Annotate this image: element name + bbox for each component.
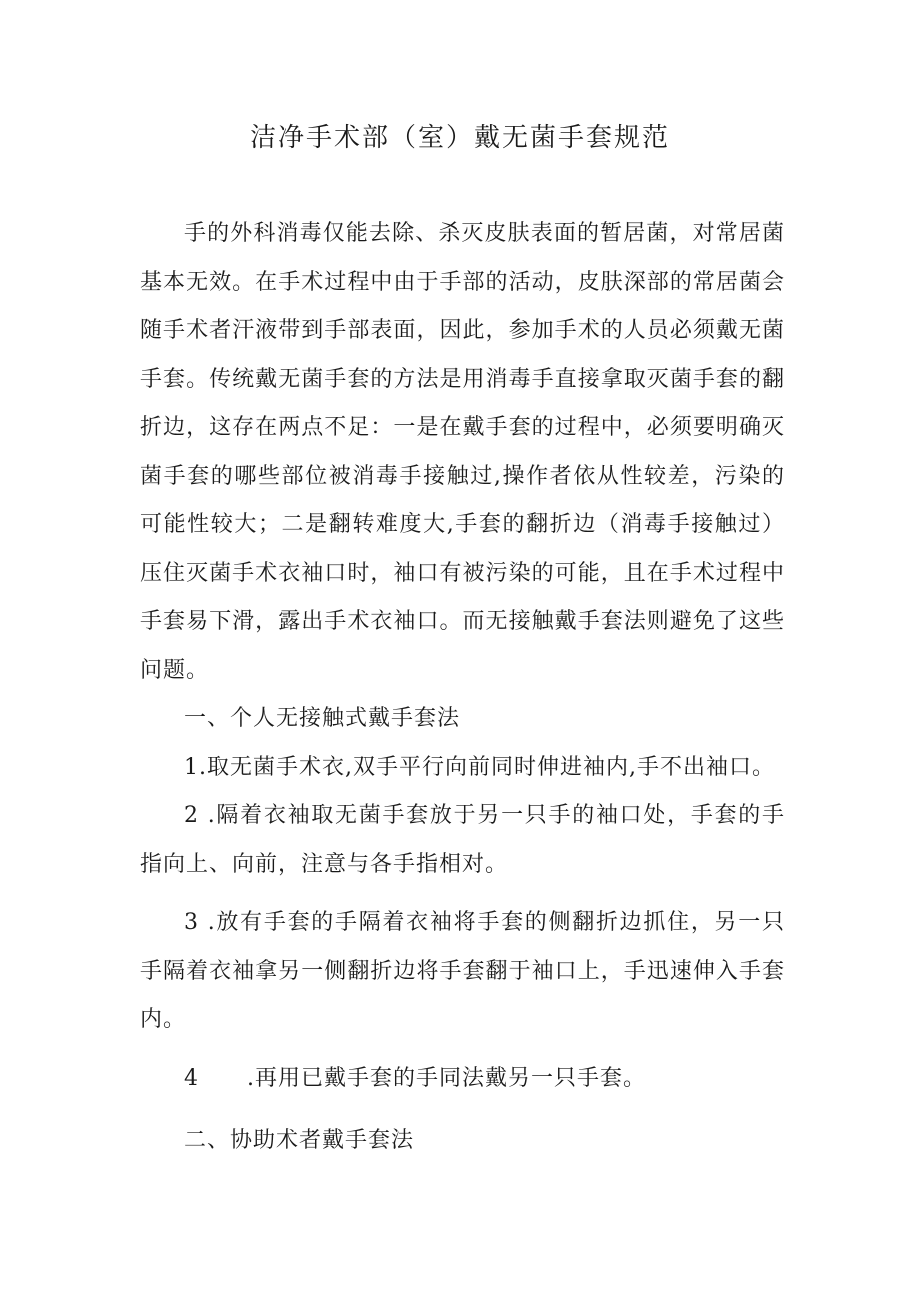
step-4-number: 4 <box>184 1065 199 1091</box>
section2-heading: 二、协助术者戴手套法 <box>184 1128 415 1153</box>
step-4-text: .再用已戴手套的手同法戴另一只手套。 <box>247 1065 646 1091</box>
page-title: 洁净手术部（室）戴无菌手套规范 <box>249 123 670 153</box>
section1-heading: 一、个人无接触式戴手套法 <box>184 706 461 731</box>
document-body <box>140 210 785 1166</box>
step-4 <box>140 1055 785 1104</box>
step-3: 3 .放有手套的手隔着衣袖将手套的侧翻折边抓住，另一只手隔着衣袖拿另一侧翻折边将手套翻于袖口上，手迅速伸入手套内。 <box>140 910 785 1032</box>
intro-paragraph: 手的外科消毒仅能去除、杀灭皮肤表面的暂居菌，对常居菌基本无效。在手术过程中由于手部的活动，皮肤深部的常居菌会随手术者汗液带到手部表面，因此，参加手术的人员必须戴无菌手套。传统戴无菌手套的方法是用消毒手直接拿取灭菌手套的翻折边，这存在两点不足：一是在戴手套的过程中，必须要明确灭菌手套的哪些部位被消毒手接触过,操作者依从性较差，污染的可能性较大；二是翻转难度大,手套的翻折边（消毒手接触过）压住灭菌手术衣袖口时，袖口有被污染的可能，且在手术过程中手套易下滑，露出手术衣袖口。而无接触戴手套法则避免了这些问题。 <box>140 221 785 683</box>
step-2: 2 .隔着衣袖取无菌手套放于另一只手的袖口处，手套的手指向上、向前，注意与各手指相对。 <box>140 803 785 877</box>
step-1: 1.取无菌手术衣,双手平行向前同时伸进袖内,手不出袖口。 <box>184 754 775 780</box>
